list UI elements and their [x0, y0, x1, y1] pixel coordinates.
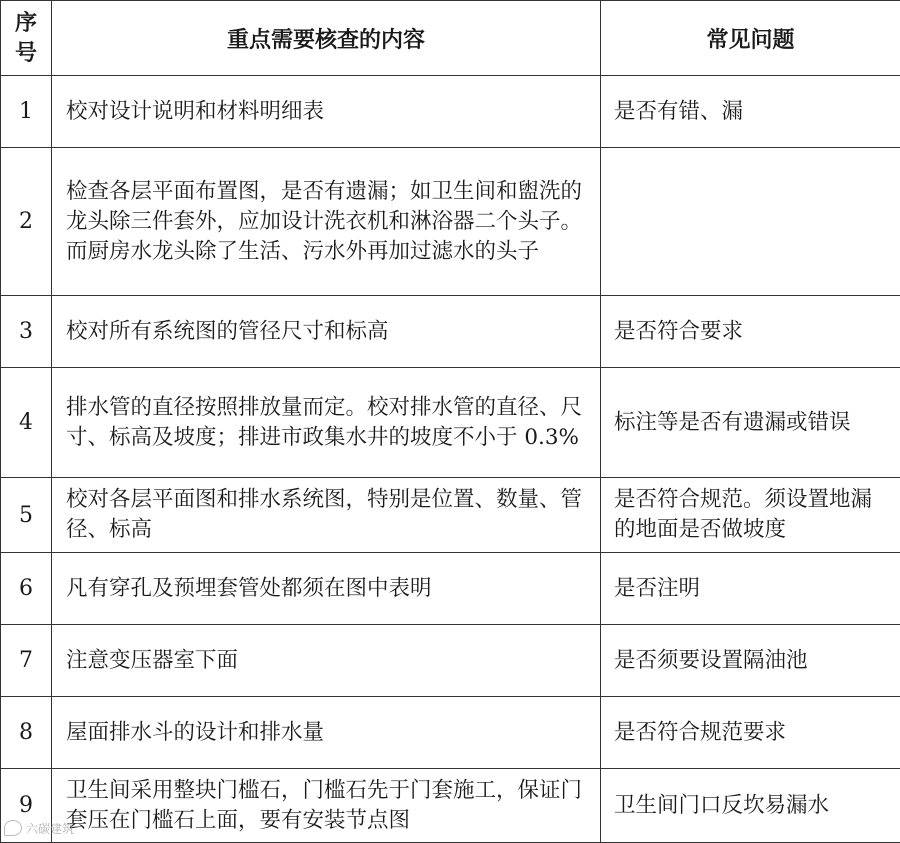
row-content: 卫生间采用整块门槛石，门槛石先于门套施工，保证门套压在门槛石上面，要有安装节点图 [52, 769, 601, 843]
header-issue: 常见问题 [601, 1, 900, 76]
row-issue: 是否须要设置隔油池 [601, 625, 900, 697]
row-content: 排水管的直径按照排放量而定。校对排水管的直径、尺寸、标高及坡度；排进市政集水井的坡度不小于 0.3% [52, 368, 601, 478]
row-number: 5 [1, 478, 52, 553]
row-number: 6 [1, 553, 52, 625]
row-issue: 是否符合规范要求 [601, 697, 900, 769]
row-content: 屋面排水斗的设计和排水量 [52, 697, 601, 769]
row-issue: 是否符合要求 [601, 296, 900, 368]
row-number: 3 [1, 296, 52, 368]
row-number: 2 [1, 148, 52, 296]
row-issue: 卫生间门口反坎易漏水 [601, 769, 900, 843]
row-content: 注意变压器室下面 [52, 625, 601, 697]
watermark [0, 816, 74, 840]
row-issue: 是否符合规范。须设置地漏的地面是否做坡度 [601, 478, 900, 553]
row-issue: 是否注明 [601, 553, 900, 625]
row-number: 4 [1, 368, 52, 478]
table-row [1, 148, 900, 296]
row-content: 凡有穿孔及预埋套管处都须在图中表明 [52, 553, 601, 625]
row-content: 检查各层平面布置图，是否有遗漏；如卫生间和盥洗的龙头除三件套外，应加设计洗衣机和淋浴器二个头子。而厨房水龙头除了生活、污水外再加过滤水的头子 [52, 148, 601, 296]
table-row [1, 296, 900, 368]
row-issue: 是否有错、漏 [601, 76, 900, 148]
row-number: 9 [1, 769, 52, 843]
table-row [1, 76, 900, 148]
row-content: 校对设计说明和材料明细表 [52, 76, 601, 148]
table-row [1, 697, 900, 769]
table-row [1, 625, 900, 697]
header-content: 重点需要核查的内容 [52, 1, 601, 76]
row-number: 1 [1, 76, 52, 148]
header-serial-number: 序 号 [1, 1, 52, 76]
table-row [1, 553, 900, 625]
row-number: 8 [1, 697, 52, 769]
row-content: 校对各层平面图和排水系统图，特别是位置、数量、管径、标高 [52, 478, 601, 553]
table-row [1, 769, 900, 843]
row-issue [601, 148, 900, 296]
table-row [1, 478, 900, 553]
table-header-row [1, 1, 900, 76]
row-content: 校对所有系统图的管径尺寸和标高 [52, 296, 601, 368]
watermark-logo-icon [4, 820, 22, 836]
table-row [1, 368, 900, 478]
row-issue: 标注等是否有遗漏或错误 [601, 368, 900, 478]
watermark-text: 六碳建筑 [26, 820, 74, 837]
row-number: 7 [1, 625, 52, 697]
